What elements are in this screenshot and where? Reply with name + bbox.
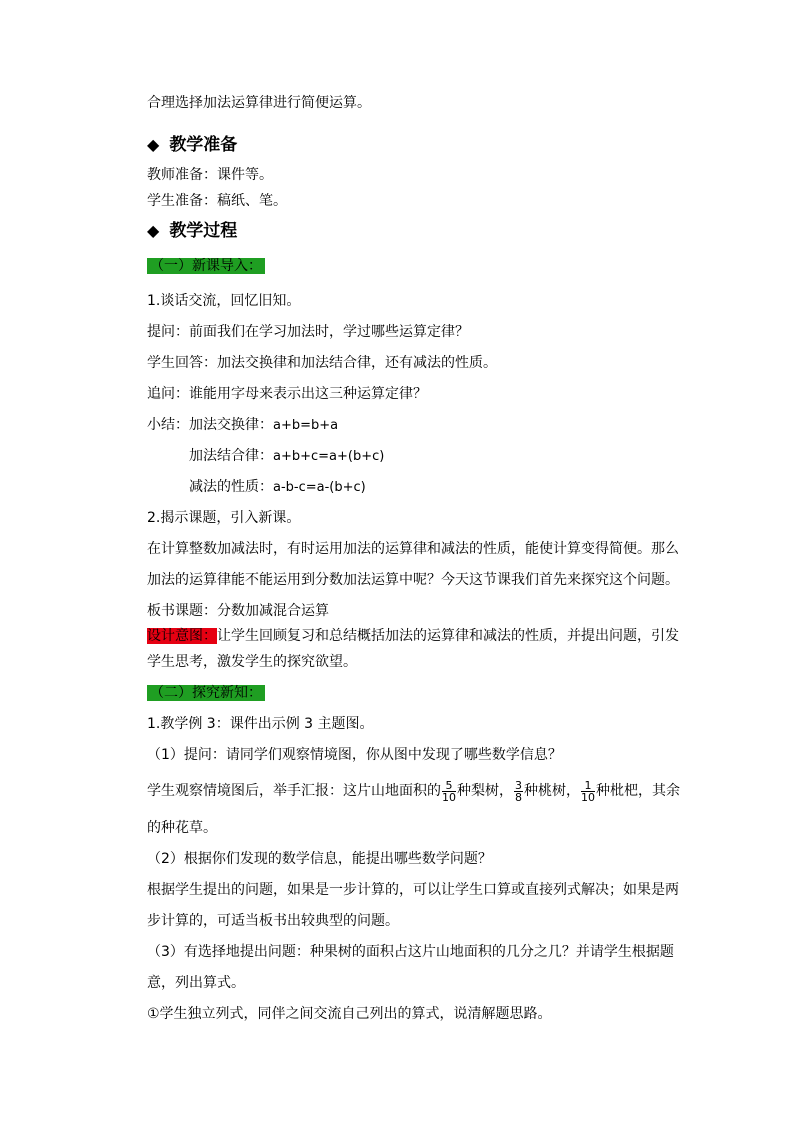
design-intent-line: 设计意图：让学生回顾复习和总结概括加法的运算律和减法的性质，并提出问题，引发 (147, 628, 679, 644)
fraction-pear: $\frac{5}{10}$ (442, 778, 456, 804)
text-line: 步计算的，可适当板书出较典型的问题。 (147, 913, 399, 929)
text-line: （2）根据你们发现的数学信息，能提出哪些数学问题？ (147, 851, 492, 867)
subsection-label-intro: （一）新课导入： (147, 256, 265, 276)
design-intent-tag: 设计意图： (147, 628, 217, 644)
text-line: 教师准备：课件等。 (147, 167, 273, 183)
text-line: 学生思考，激发学生的探究欲望。 (147, 654, 357, 670)
formula-line-subtraction: 减法的性质：a-b-c=a-(b+c) (189, 479, 366, 495)
text-line: 的种花草。 (147, 820, 217, 836)
subsection-label-explore: （二）探究新知： (147, 683, 265, 703)
text-line: 在计算整数加减法时，有时运用加法的运算律和减法的性质，能使计算变得简便。那么 (147, 541, 679, 557)
fraction-peach: $\frac{3}{8}$ (515, 778, 522, 804)
formula-line-associative: 加法结合律：a+b+c=a+(b+c) (189, 448, 385, 464)
diamond-bullet-icon: ◆ (147, 135, 160, 154)
text-line: 2.揭示课题，引入新课。 (147, 510, 301, 526)
text-line: 追问：谁能用字母来表示出这三种运算定律？ (147, 386, 427, 402)
section-heading-preparation: ◆ 教学准备 (147, 135, 238, 155)
section-heading-process: ◆ 教学过程 (147, 221, 238, 241)
text-line: 意，列出算式。 (147, 975, 245, 991)
formula-line-commutative: 小结：加法交换律：a+b=b+a (147, 417, 339, 433)
text-line: ①学生独立列式，同伴之间交流自己列出的算式，说清解题思路。 (147, 1006, 552, 1022)
fraction-line: 学生观察情境图后，举手汇报：这片山地面积的 $\frac{5}{10}$ 种梨树， $\frac{3}{8}$ 种桃树， $\frac{1}{10}$ 种枇杷，其余 (147, 778, 680, 804)
diamond-bullet-icon: ◆ (147, 221, 160, 240)
text-line: 加法的运算律能不能运用到分数加法运算中呢？今天这节课我们首先来探究这个问题。 (147, 572, 679, 588)
text-line: 合理选择加法运算律进行简便运算。 (147, 95, 371, 111)
text-line: 学生回答：加法交换律和加法结合律，还有减法的性质。 (147, 355, 497, 371)
text-line: 1.教学例 3：课件出示例 3 主题图。 (147, 716, 374, 732)
text-line: （3）有选择地提出问题：种果树的面积占这片山地面积的几分之几？并请学生根据题 (147, 944, 674, 960)
text-line: 根据学生提出的问题，如果是一步计算的，可以让学生口算或直接列式解决；如果是两 (147, 882, 679, 898)
text-line: 提问：前面我们在学习加法时，学过哪些运算定律？ (147, 324, 469, 340)
text-line: 1.谈话交流，回忆旧知。 (147, 293, 301, 309)
fraction-loquat: $\frac{1}{10}$ (581, 778, 595, 804)
text-line: （1）提问：请同学们观察情境图，你从图中发现了哪些数学信息？ (147, 747, 562, 763)
text-line: 板书课题：分数加减混合运算 (147, 603, 329, 619)
text-line: 学生准备：稿纸、笔。 (147, 193, 287, 209)
